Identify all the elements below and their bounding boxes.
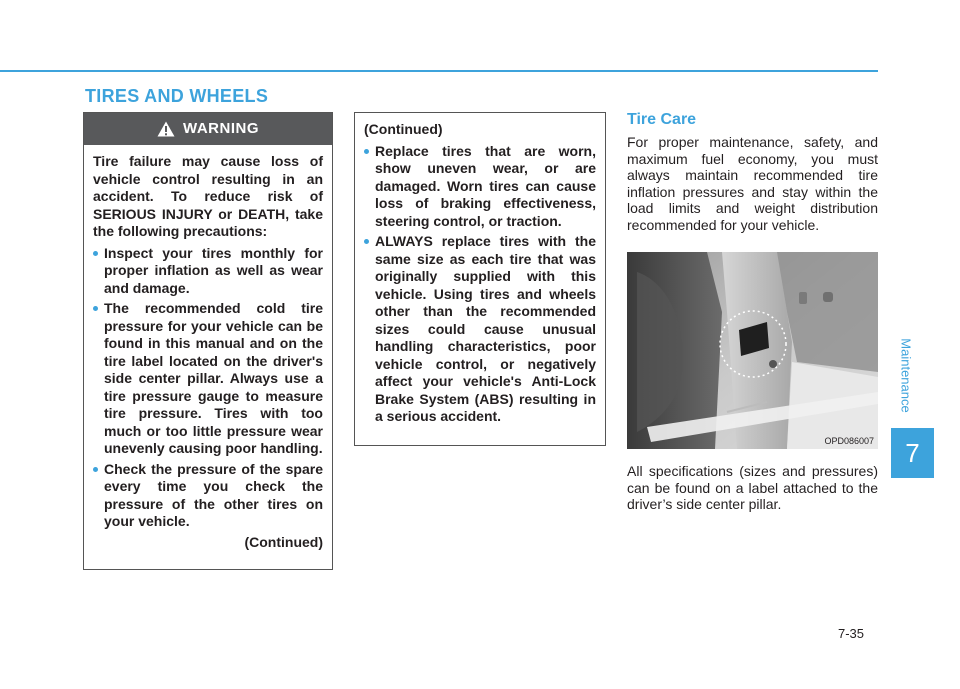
- warning-bullet: Check the pressure of the spare every time you check the pressure of the other tires on your vehicle.: [93, 461, 323, 531]
- page-number: 7-35: [838, 626, 865, 641]
- continued-bullet: Replace tires that are worn, show uneven wear, or are damaged. Worn tires can cause loss of braking effectiveness, steering control, or traction.: [364, 143, 596, 231]
- door-pillar-illustration: [627, 252, 878, 449]
- continued-bullet: ALWAYS replace tires with the same size as each tire that was originally supplied with this vehicle. Using tires and wheels other than the recommended sizes could cause unusual handling characteristics, poor vehicle control, or negatively affect your vehicle's Anti-Lock Brake System (ABS) resulting in a serious accident.: [364, 233, 596, 426]
- warning-intro: Tire failure may cause loss of vehicle control resulting in an accident. To reduce risk of SERIOUS INJURY or DEATH, take the following precautions:: [93, 153, 323, 239]
- section-title: TIRES AND WHEELS: [85, 86, 269, 106]
- warning-bullet-list: [93, 245, 323, 531]
- continued-heading: (Continued): [364, 121, 443, 137]
- warning-body: [84, 145, 332, 551]
- warning-label: WARNING: [183, 120, 259, 138]
- specifications-text: All specifications (sizes and pressures) can be found on a label attached to the driver’s side center pillar.: [627, 463, 878, 512]
- warning-bullet: Inspect your tires monthly for proper inflation as well as wear and damage.: [93, 245, 323, 298]
- warning-header: [84, 113, 332, 145]
- warning-continued-body: [355, 113, 605, 426]
- tire-label-location-figure: [627, 252, 878, 449]
- chapter-name: Maintenance: [898, 337, 914, 413]
- warning-triangle-icon: [157, 121, 175, 137]
- continued-note: (Continued): [244, 533, 323, 550]
- figure-code: OPD086007: [824, 436, 874, 446]
- chapter-side-label: [891, 330, 921, 420]
- continued-bullet-list: [364, 143, 596, 426]
- warning-box: [83, 112, 333, 570]
- tire-care-body: For proper maintenance, safety, and maximum fuel economy, you must always maintain recommended tire inflation pressures and stay within the load limits and weight distribution recommended for your vehicle.: [627, 134, 878, 233]
- warning-bullet: The recommended cold tire pressure for your vehicle can be found in this manual and on the tire label located on the driver's side center pillar. Always use a tire pressure gauge to measure tire pressure. Tires with too much or too little pressure wear unevenly causing poor handling.: [93, 300, 323, 458]
- header-rule: [0, 70, 878, 72]
- tire-care-heading: Tire Care: [627, 111, 697, 128]
- chapter-number-tab: 7: [891, 428, 934, 478]
- warning-continued-box: [354, 112, 606, 446]
